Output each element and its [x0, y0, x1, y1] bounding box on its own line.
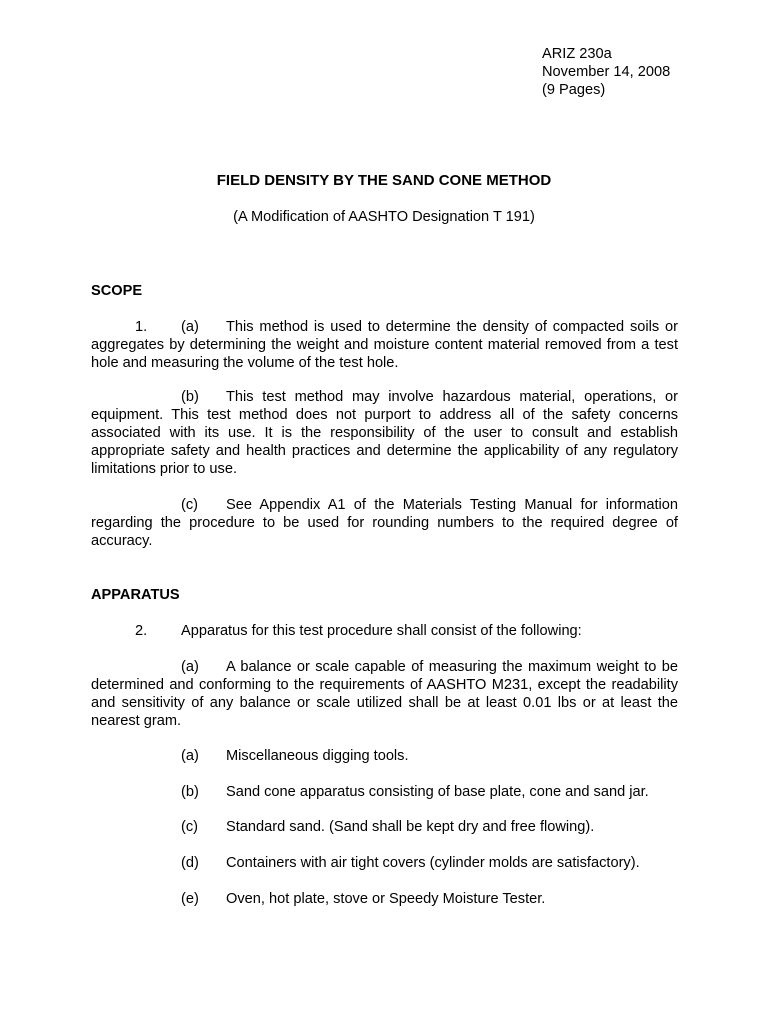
apparatus-heading: APPARATUS	[91, 587, 180, 603]
scope-text-a: This method is used to determine the density of compacted soils or aggregates by determining the weight and moisture content material removed from a test hole and measuring the volume of the test hole.	[91, 319, 678, 371]
list-item: (a) Miscellaneous digging tools.	[181, 748, 409, 764]
list-item: (b) Sand cone apparatus consisting of base plate, cone and sand jar.	[181, 784, 649, 800]
scope-paragraph-a	[91, 318, 678, 372]
apparatus-intro	[91, 622, 678, 640]
doc-date: November 14, 2008	[542, 64, 671, 80]
apparatus-intro-text: Apparatus for this test procedure shall consist of the following:	[181, 623, 582, 639]
scope-label-b: (b)	[181, 389, 199, 405]
doc-id: ARIZ 230a	[542, 46, 612, 62]
scope-heading: SCOPE	[91, 283, 143, 299]
balance-text: A balance or scale capable of measuring the maximum weight to be determined and conforming to the requirements of AASHTO M231, except the readability and sensitivity of any balance or scale utilized shall be at least 0.01 lbs or at least the nearest gram.	[91, 659, 678, 729]
scope-number: 1.	[135, 319, 148, 335]
scope-paragraph-b	[91, 388, 678, 478]
apparatus-balance-paragraph	[91, 658, 678, 730]
document-header	[542, 45, 670, 99]
page-subtitle: (A Modification of AASHTO Designation T 191)	[233, 209, 535, 225]
scope-label-c: (c)	[181, 497, 199, 513]
balance-label: (a)	[181, 659, 199, 675]
list-item: (d) Containers with air tight covers (cylinder molds are satisfactory).	[181, 855, 640, 871]
scope-label-a: (a)	[181, 319, 199, 335]
page-count: (9 Pages)	[542, 82, 606, 98]
scope-text-b: This test method may involve hazardous material, operations, or equipment. This test method does not purport to address all of the safety concerns associated with its use. It is the responsibility of the user to consult and establish appropriate safety and health practices and determine the applicability of any regulatory limitations prior to use.	[91, 389, 678, 477]
scope-text-c: See Appendix A1 of the Materials Testing Manual for information regarding the procedure to be used for rounding numbers to the required degree of accuracy.	[91, 497, 678, 549]
apparatus-number: 2.	[135, 623, 148, 639]
list-item: (e) Oven, hot plate, stove or Speedy Moisture Tester.	[181, 891, 546, 907]
scope-paragraph-c	[91, 496, 678, 550]
list-item: (c) Standard sand. (Sand shall be kept dry and free flowing).	[181, 819, 595, 835]
page-title: FIELD DENSITY BY THE SAND CONE METHOD	[216, 172, 552, 189]
